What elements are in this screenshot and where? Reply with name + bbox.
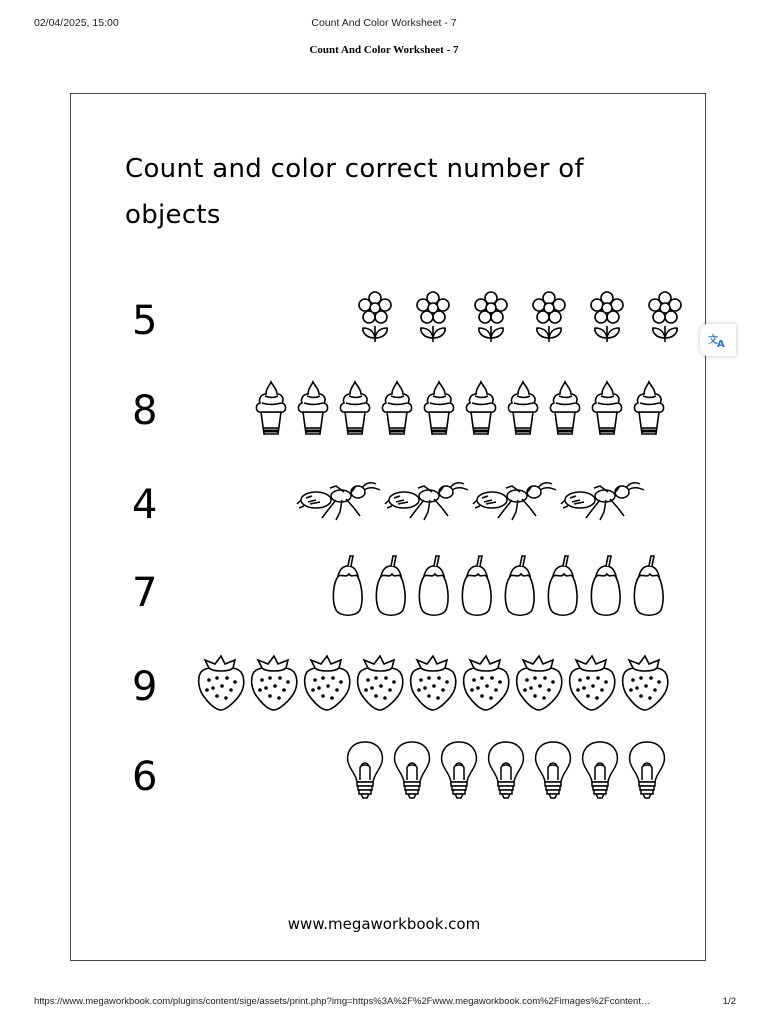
worksheet-row-ice-creams — [0, 378, 768, 458]
translate-button[interactable] — [700, 324, 736, 356]
translate-icon — [708, 332, 728, 348]
light-bulb-group — [342, 740, 671, 802]
worksheet-instruction — [125, 146, 665, 238]
ant-icon — [472, 478, 560, 522]
eggplant-icon — [414, 552, 454, 618]
ice-cream-icon — [418, 378, 460, 440]
light-bulb-icon — [342, 740, 389, 802]
strawberry-icon — [354, 654, 406, 712]
flower-group — [350, 290, 692, 344]
ice-cream-icon — [250, 378, 292, 440]
flower-icon — [582, 290, 634, 344]
worksheet-row-eggplants — [0, 552, 768, 632]
row-number: 4 — [132, 482, 158, 528]
ice-cream-icon — [292, 378, 334, 440]
instruction-line-2: objects — [125, 200, 221, 230]
strawberry-icon — [407, 654, 459, 712]
ant-icon — [560, 478, 648, 522]
eggplant-icon — [629, 552, 669, 618]
row-number: 5 — [132, 298, 158, 344]
eggplant-icon — [500, 552, 540, 618]
strawberry-icon — [513, 654, 565, 712]
light-bulb-icon — [389, 740, 436, 802]
strawberry-icon — [248, 654, 300, 712]
strawberry-icon — [195, 654, 247, 712]
ice-cream-icon — [376, 378, 418, 440]
ice-cream-icon — [334, 378, 376, 440]
document-title: Count And Color Worksheet - 7 — [309, 44, 459, 56]
flower-icon — [408, 290, 460, 344]
ice-cream-icon — [628, 378, 670, 440]
row-number: 9 — [132, 664, 158, 710]
ant-icon — [384, 478, 472, 522]
row-number: 8 — [132, 388, 158, 434]
ice-cream-icon — [544, 378, 586, 440]
print-datetime: 02/04/2025, 15:00 — [34, 17, 119, 29]
strawberry-icon — [619, 654, 671, 712]
strawberry-icon — [301, 654, 353, 712]
light-bulb-icon — [624, 740, 671, 802]
light-bulb-icon — [577, 740, 624, 802]
print-header-title: Count And Color Worksheet - 7 — [311, 17, 457, 29]
website-label: www.megaworkbook.com — [287, 915, 481, 933]
flower-icon — [524, 290, 576, 344]
worksheet-row-strawberries — [0, 654, 768, 734]
strawberry-icon — [460, 654, 512, 712]
footer-url: https://www.megaworkbook.com/plugins/content/sige/assets/print.php?img=https%3A%2F%2Fwww.megaworkbook.com%2Fimages%2Fcontent… — [34, 996, 651, 1007]
row-number: 7 — [132, 570, 158, 616]
ice-cream-icon — [586, 378, 628, 440]
eggplant-group — [328, 552, 669, 618]
worksheet-row-ants — [0, 478, 768, 558]
instruction-line-1: Count and color correct number of — [125, 154, 584, 184]
eggplant-icon — [371, 552, 411, 618]
strawberry-group — [195, 654, 671, 712]
ant-group — [296, 478, 648, 522]
worksheet-row-light-bulbs — [0, 740, 768, 820]
light-bulb-icon — [436, 740, 483, 802]
footer-page-number: 1/2 — [722, 996, 736, 1007]
ice-cream-group — [250, 378, 670, 440]
eggplant-icon — [328, 552, 368, 618]
flower-icon — [640, 290, 692, 344]
ice-cream-icon — [460, 378, 502, 440]
svg-text:A: A — [717, 339, 725, 348]
flower-icon — [350, 290, 402, 344]
light-bulb-icon — [530, 740, 577, 802]
flower-icon — [466, 290, 518, 344]
eggplant-icon — [543, 552, 583, 618]
strawberry-icon — [566, 654, 618, 712]
light-bulb-icon — [483, 740, 530, 802]
eggplant-icon — [457, 552, 497, 618]
ant-icon — [296, 478, 384, 522]
eggplant-icon — [586, 552, 626, 618]
ice-cream-icon — [502, 378, 544, 440]
worksheet-row-flowers — [0, 290, 768, 370]
svg-text:文: 文 — [708, 335, 718, 346]
row-number: 6 — [132, 754, 158, 800]
